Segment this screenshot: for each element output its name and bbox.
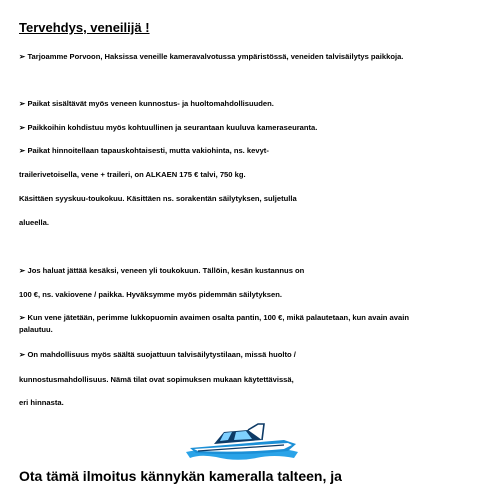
text-line: kunnostusmahdollisuus. Nämä tilat ovat sopimuksen mukaan käytettävissä,	[19, 375, 294, 384]
text-line: trailerivetoisella, vene + traileri, on ALKAEN 175 € talvi, 750 kg.	[19, 170, 246, 179]
text-line: ➢ Jos haluat jättää kesäksi, veneen yli toukokuun. Tällöin, kesän kustannus on	[19, 266, 305, 275]
text-line: ➢ On mahdollisuus myös säältä suojattuun talvisäilytystilaan, missä huolto /	[19, 350, 296, 359]
text-line: ➢ Paikat sisältävät myös veneen kunnostus- ja huoltomahdollisuuden.	[19, 99, 274, 108]
text-line: eri hinnasta.	[19, 398, 64, 407]
text-line: ➢ Paikat hinnoitellaan tapauskohtaisesti, mutta vakiohinta, ns. kevyt-	[19, 146, 269, 155]
text-line: palautuu.	[19, 325, 53, 334]
text-line: ➢ Tarjoamme Porvoon, Haksissa veneille kameravalvotussa ympäristössä, veneiden talvisäilytys paikkoja.	[19, 52, 404, 61]
text-line: 100 €, ns. vakiovene / paikka. Hyväksymme myös pidemmän säilytyksen.	[19, 290, 282, 299]
speedboat-icon	[184, 418, 300, 462]
text-line: Käsittäen syyskuu-toukokuu. Käsittäen ns. sorakentän säilytyksen, suljetulla	[19, 194, 297, 203]
text-line: alueella.	[19, 218, 49, 227]
text-line: ➢ Kun vene jätetään, perimme lukkopuomin avaimen osalta pantin, 100 €, mikä palautetaan, kun avain avain	[19, 313, 409, 322]
page-title: Tervehdys, veneilijä !	[19, 20, 150, 35]
footer-text: Ota tämä ilmoitus kännykän kameralla talteen, ja	[19, 468, 342, 484]
text-line: ➢ Paikkoihin kohdistuu myös kohtuullinen ja seurantaan kuuluva kameraseuranta.	[19, 123, 318, 132]
